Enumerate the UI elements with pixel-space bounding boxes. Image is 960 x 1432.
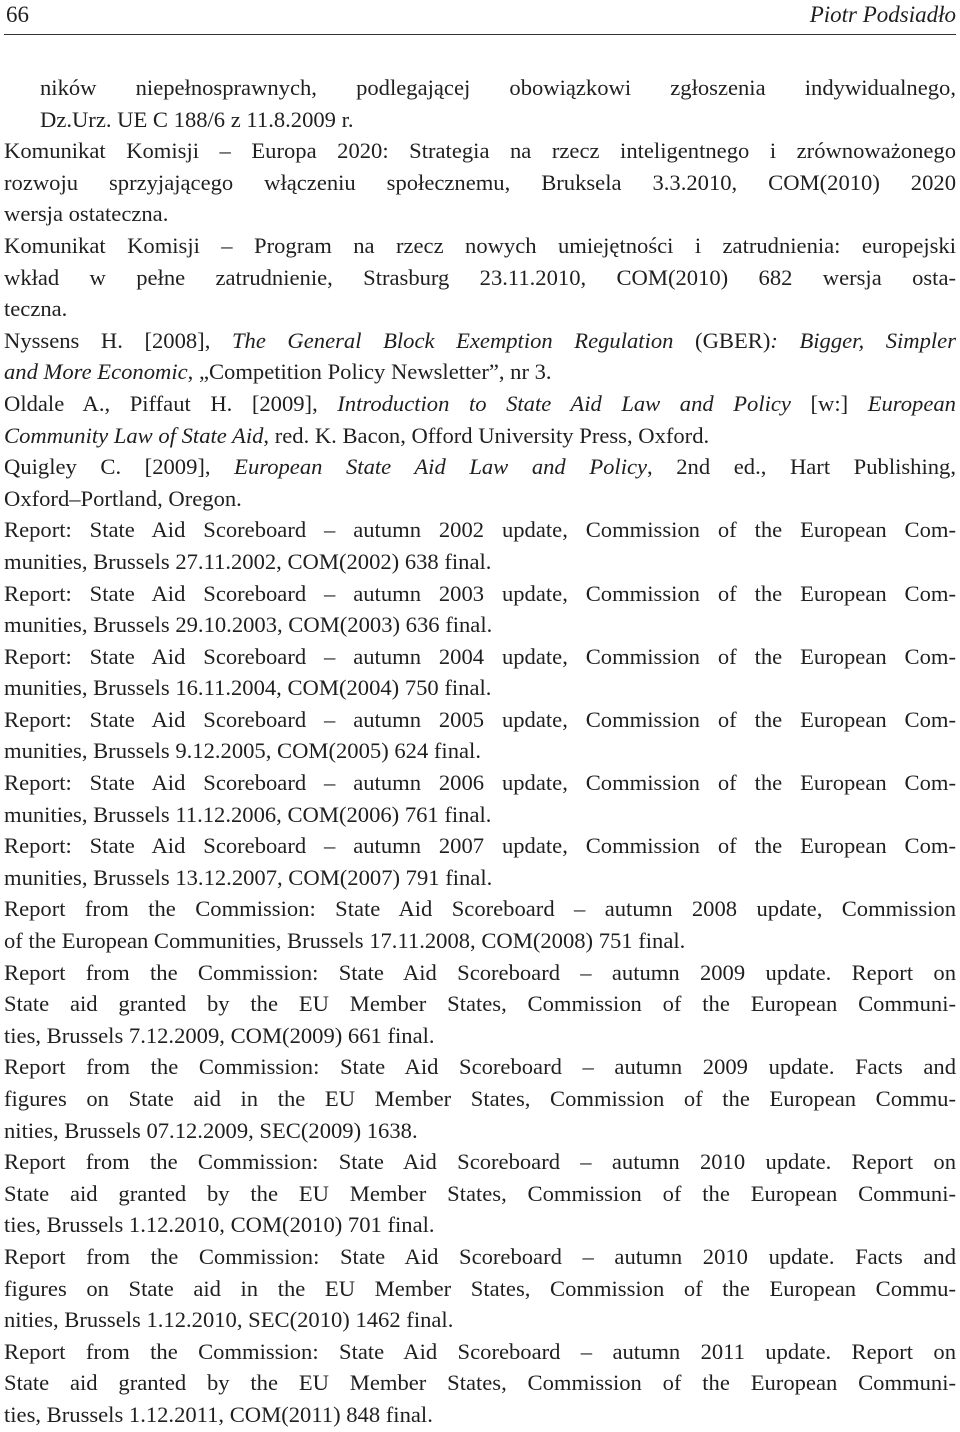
reference-title: European State Aid Law and Policy [234,454,648,480]
bibliography-entry [4,578,956,641]
bibliography-entry [4,641,956,704]
running-head-author: Piotr Podsiadło [809,2,956,27]
reference-abbrev: (GBER) [673,327,771,353]
reference-source: , „Competition Policy Newsletter”, nr 3. [187,359,552,385]
reference-line: Report from the Commission: State Aid Scoreboard – autumn 2010 update. Facts and [4,1243,956,1269]
reference-line: ników niepełnosprawnych, podlegającej obowiązkowi zgłoszenia indywidualnego, [40,75,956,100]
reference-line: munities, Brussels 9.12.2005, COM(2005) 624 final. [4,738,481,764]
bibliography-entry [4,325,956,388]
bibliography-entry [4,388,956,451]
reference-line: munities, Brussels 16.11.2004, COM(2004) 750 final. [4,675,492,701]
reference-line: State aid granted by the EU Member States, Commission of the European Communi- [4,1370,956,1396]
reference-line: figures on State aid in the EU Member States, Commission of the European Commu- [4,1275,956,1301]
reference-line: figures on State aid in the EU Member States, Commission of the European Commu- [4,1086,956,1111]
reference-line: Komunikat Komisji – Program na rzecz nowych umiejętności i zatrudnienia: europejski [4,232,956,258]
reference-line: ties, Brussels 7.12.2009, COM(2009) 661 final. [4,1022,435,1048]
reference-line: ties, Brussels 1.12.2010, COM(2010) 701 final. [4,1212,435,1238]
reference-book-title: Community Law of State Aid [4,422,264,448]
reference-line: Oxford–Portland, Oregon. [4,485,242,511]
reference-line: Dz.Urz. UE C 188/6 z 11.8.2009 r. [40,106,354,132]
reference-line: rozwoju sprzyjającego włączeniu społecznemu, Bruksela 3.3.2010, COM(2010) 2020 [4,169,956,195]
bibliography-entry [4,893,956,956]
bibliography-entry [4,230,956,325]
bibliography-entry [4,1146,956,1241]
reference-line: Report: State Aid Scoreboard – autumn 2003 update, Commission of the European Com- [4,580,956,606]
bibliography-entry [4,830,956,893]
reference-line: munities, Brussels 13.12.2007, COM(2007) 791 final. [4,864,493,890]
reference-line [4,451,956,483]
bibliography-entry [4,451,956,514]
bibliography-entry [4,957,956,1052]
reference-line [4,420,956,452]
bibliography-entry [4,704,956,767]
reference-line: munities, Brussels 11.12.2006, COM(2006) 761 final. [4,801,492,827]
reference-line: munities, Brussels 29.10.2003, COM(2003) 636 final. [4,612,493,638]
reference-line: nities, Brussels 07.12.2009, SEC(2009) 1638. [4,1117,418,1143]
reference-line: Report: State Aid Scoreboard – autumn 2006 update, Commission of the European Com- [4,770,956,796]
reference-author: Quigley C. [2009], [4,454,235,480]
reference-title: Introduction to State Aid Law and Policy [337,390,791,416]
bibliography-entry [4,1051,956,1146]
reference-source: , red. K. Bacon, Offord University Press, Oxford. [263,422,710,448]
reference-title: and More Economic [4,359,188,385]
reference-line: Report: State Aid Scoreboard – autumn 2007 update, Commission of the European Com- [4,833,956,859]
reference-line: Report from the Commission: State Aid Scoreboard – autumn 2010 update. Report on [4,1149,956,1175]
reference-line: Report: State Aid Scoreboard – autumn 2002 update, Commission of the European Com- [4,517,956,543]
reference-author: Oldale A., Piffaut H. [2009], [4,390,338,416]
reference-line [4,356,956,388]
running-header [4,0,956,35]
reference-connector: [w:] [790,390,868,416]
reference-author: Nyssens H. [2008], [4,327,232,353]
reference-book-title: European [867,390,956,416]
bibliography-entry-continued [4,72,956,135]
reference-line: Report: State Aid Scoreboard – autumn 2005 update, Commission of the European Com- [4,706,956,732]
reference-title: : Bigger, Simpler [770,327,956,353]
bibliography-entry [4,135,956,230]
reference-line: Report from the Commission: State Aid Scoreboard – autumn 2009 update. Facts and [4,1054,956,1080]
reference-line: Komunikat Komisji – Europa 2020: Strategia na rzecz inteligentnego i zrównoważonego [4,138,956,164]
reference-line: wersja ostateczna. [4,201,169,227]
reference-line [4,388,956,420]
page-number: 66 [6,2,29,27]
reference-line: Report from the Commission: State Aid Scoreboard – autumn 2008 update, Commission [4,896,956,922]
reference-source: , 2nd ed., Hart Publishing, [647,454,956,480]
reference-line: State aid granted by the EU Member States, Commission of the European Communi- [4,991,956,1017]
reference-line: Report from the Commission: State Aid Scoreboard – autumn 2009 update. Report on [4,959,956,985]
reference-line: nities, Brussels 1.12.2010, SEC(2010) 1462 final. [4,1307,454,1333]
bibliography-list [4,72,956,1431]
reference-line: State aid granted by the EU Member States, Commission of the European Communi- [4,1180,956,1206]
reference-line [4,325,956,357]
reference-line: Report: State Aid Scoreboard – autumn 2004 update, Commission of the European Com- [4,643,956,669]
reference-title: The General Block Exemption Regulation [231,327,674,353]
bibliography-entry [4,514,956,577]
reference-line: Report from the Commission: State Aid Scoreboard – autumn 2011 update. Report on [4,1338,956,1364]
reference-line: munities, Brussels 27.11.2002, COM(2002) 638 final. [4,548,492,574]
reference-line: ties, Brussels 1.12.2011, COM(2011) 848 final. [4,1401,433,1427]
reference-line: of the European Communities, Brussels 17.11.2008, COM(2008) 751 final. [4,928,686,954]
reference-line: teczna. [4,296,68,322]
bibliography-entry [4,767,956,830]
bibliography-entry [4,1336,956,1431]
reference-line: wkład w pełne zatrudnienie, Strasburg 23.11.2010, COM(2010) 682 wersja osta- [4,264,956,290]
bibliography-entry [4,1241,956,1336]
